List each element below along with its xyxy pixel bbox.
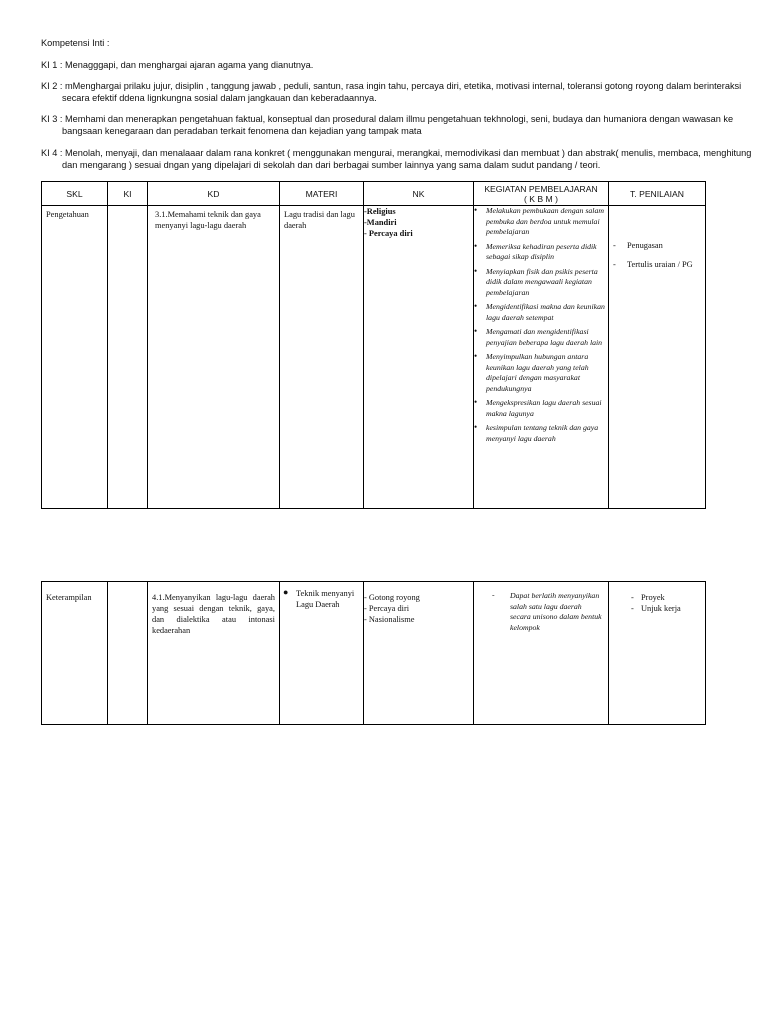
skl-value: Pengetahuan [46, 210, 89, 219]
kbm-item: • Mengidentifikasi makna dan keunikan lagu daerah setempat [474, 302, 608, 323]
kompetensi-heading: Kompetensi Inti : [41, 38, 110, 48]
kd-value: 4.1.Menyanyikan lagu-lagu daerah yang sesuai dengan teknik, gaya, dan dialektika atau intonasi kedaerahan [152, 593, 275, 635]
nk-item: - Percaya diri [364, 604, 410, 613]
cell-penilaian [609, 582, 706, 725]
cell-materi [280, 206, 364, 509]
dash-marker: - [492, 590, 495, 599]
kbm-item: • Menyiapkan fisik dan psikis peserta didik dalam mengawaali kegiatan pembelajaran [474, 267, 608, 299]
cell-skl [42, 206, 108, 509]
penilaian-item: - Tertulis uraian / PG [609, 259, 705, 270]
materi-value: Teknik menyanyi Lagu Daerah [296, 589, 355, 609]
header-ki: KI [108, 182, 148, 206]
penilaian-item: - Penugasan [609, 240, 705, 251]
ki-value [108, 582, 147, 588]
header-kegiatan-line2: ( K B M ) [524, 193, 558, 204]
ki-3-text: KI 3 : Memhami dan menerapkan pengetahuan faktual, konseptual dan prosedural dalam illmu pengetahuan tekhnologi, seni, budaya dan humaniora dengan wawasan ke bangsaan kenegaraan dan peradaban terkait fenomena dan kejadian yang tampak mata [41, 114, 734, 137]
cell-penilaian [609, 206, 706, 509]
nk-item: -Religius [364, 207, 396, 216]
nk-item: - Gotong royong [364, 593, 420, 602]
cell-nk [364, 206, 474, 509]
kbm-item: • Menyimpulkan hubungan antara keunikan lagu daerah yang telah dipelajari dengan masyarakat pendukungnya [474, 352, 608, 394]
cell-kd [148, 206, 280, 509]
kbm-item: • Mengamati dan mengidentifikasi penyajian beberapa lagu daerah lain [474, 327, 608, 348]
skl-value: Keterampilan [46, 593, 92, 602]
bullet-icon: ● [283, 587, 289, 597]
header-penilaian: T. PENILAIAN [609, 182, 706, 206]
header-kd: KD [148, 182, 280, 206]
nk-item: - Percaya diri [364, 229, 413, 238]
kbm-item: • Mengekspresikan lagu daerah sesuai makna lagunya [474, 398, 608, 419]
header-materi: MATERI [280, 182, 364, 206]
ki-2-text: KI 2 : mMenghargai prilaku jujur, disiplin , tanggung jawab , peduli, santun, rasa ingin tahu, percaya diri, etetika, motivasi internal, toleransi gotong royong dalam berinteraksi secara efektif ddena lignkungna sosial dalam jangkauan dan keberadaannya. [41, 81, 742, 104]
kd-value: 3.1.Memahami teknik dan gaya menyanyi lagu-lagu daerah [155, 210, 261, 230]
penilaian-item: - Unjuk kerja [631, 603, 705, 614]
header-skl: SKL [42, 182, 108, 206]
rpp-table-keterampilan [41, 581, 706, 725]
header-nk: NK [364, 182, 474, 206]
penilaian-item: - Proyek [631, 592, 705, 603]
kbm-item: • Memeriksa kehadiran peserta didik sebagai sikap disiplin [474, 242, 608, 263]
header-kegiatan-line1: KEGIATAN PEMBELAJARAN [484, 183, 598, 194]
cell-kbm [474, 582, 609, 725]
kbm-item: • kesimpulan tentang teknik dan gaya menyanyi lagu daerah [474, 423, 608, 444]
kbm-value: Dapat berlatih menyanyikan salah satu lagu daerah secara unisono dalam bentuk kelompok [510, 591, 602, 632]
nk-item: -Mandiri [364, 218, 397, 227]
cell-ki [108, 582, 148, 725]
ki-value [108, 206, 147, 212]
header-kegiatan [474, 182, 609, 206]
cell-materi [280, 582, 364, 725]
kbm-item: • Melakukan pembukaan dengan salam pembuka dan berdoa untuk memulai pembelajaran [474, 206, 608, 238]
cell-ki [108, 206, 148, 509]
nk-item: - Nasionalisme [364, 615, 415, 624]
ki-1-text: KI 1 : Menagggapi, dan menghargai ajaran agama yang dianutnya. [41, 60, 314, 70]
cell-nk [364, 582, 474, 725]
cell-kbm [474, 206, 609, 509]
materi-value: Lagu tradisi dan lagu daerah [284, 210, 355, 230]
ki-4-text: KI 4 : Menolah, menyaji, dan menalaaar dalam rana konkret ( menggunakan mengurai, merangkai, memodivikasi dan membuat ) dan abstrak( menulis, membaca, menghitung dan mengarang ) sesuai dngan yang dipelajari di sekolah dan dari berbagai sumber lainnya yang sama dalam sudut pandang / teori. [41, 148, 752, 171]
rpp-table-pengetahuan [41, 181, 706, 509]
cell-skl [42, 582, 108, 725]
cell-kd [148, 582, 280, 725]
